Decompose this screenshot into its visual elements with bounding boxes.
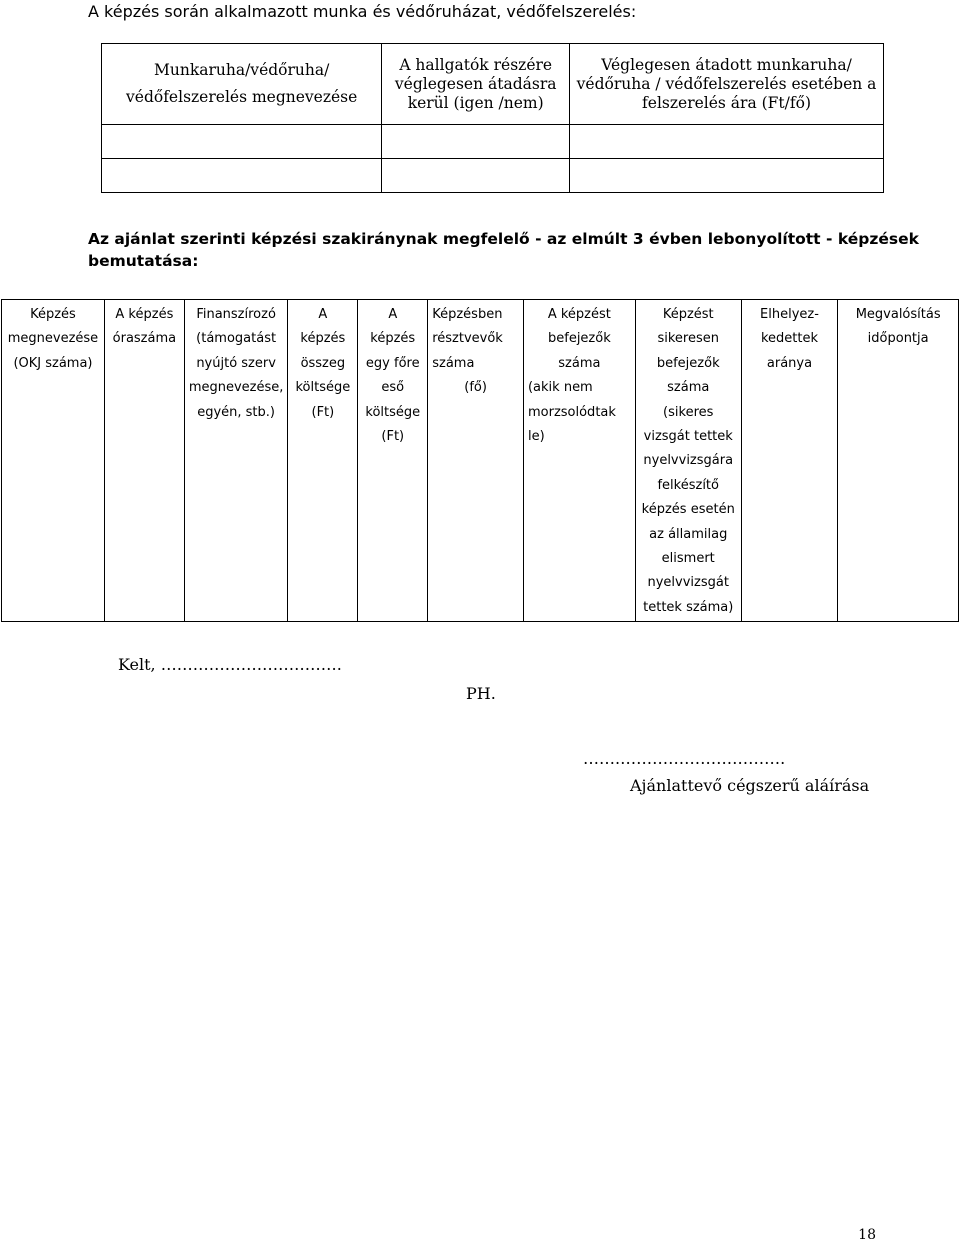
trainings-table xyxy=(1,299,959,622)
table-row xyxy=(102,159,884,193)
col-funder: Finanszírozó (támogatást nyújtó szerv megnevezése, egyén, stb.) xyxy=(184,300,288,622)
stamp-placeholder: PH. xyxy=(466,684,496,703)
date-line: Kelt, ……………………………. xyxy=(118,655,342,674)
table-cell[interactable] xyxy=(382,125,570,159)
col-participants: Képzésben résztvevők száma (fő) xyxy=(428,300,524,622)
signature-dots: …….…………………………. xyxy=(583,749,786,768)
workwear-table xyxy=(101,43,884,193)
col-total-cost: A képzés összeg költsége (Ft) xyxy=(288,300,358,622)
col-training-name: Képzés megnevezése (OKJ száma) xyxy=(2,300,105,622)
col-hours: A képzés óraszáma xyxy=(104,300,184,622)
workwear-header-price: Véglegesen átadott munkaruha/ védőruha / védőfelszerelés esetében a felszerelés ára (Ft/fő) xyxy=(570,44,884,125)
workwear-header-handover: A hallgatók részére véglegesen átadásra kerül (igen /nem) xyxy=(382,44,570,125)
col-successful: Képzést sikeresen befejezők száma (sikeres vizsgát tettek nyelvvizsgára felkészítő képzés esetén az államilag elismert nyelvvizsgát tettek száma) xyxy=(635,300,741,622)
page-number: 18 xyxy=(858,1227,876,1243)
workwear-table-header-row xyxy=(102,44,884,125)
section-heading-workwear: A képzés során alkalmazott munka és védőruházat, védőfelszerelés: xyxy=(88,2,637,21)
table-cell[interactable] xyxy=(102,125,382,159)
col-implementation-date: Megvalósítás időpontja xyxy=(838,300,959,622)
table-cell[interactable] xyxy=(570,159,884,193)
col-completers: A képzést befejezők száma (akik nem morzsolódtak le) xyxy=(523,300,635,622)
table-row xyxy=(102,125,884,159)
table-cell[interactable] xyxy=(382,159,570,193)
table-cell[interactable] xyxy=(102,159,382,193)
col-cost-per-person: A képzés egy főre eső költsége (Ft) xyxy=(358,300,428,622)
col-placement-rate: Elhelyez- kedettek aránya xyxy=(741,300,838,622)
workwear-header-name: Munkaruha/védőruha/ védőfelszerelés megnevezése xyxy=(102,44,382,125)
trainings-table-header-row xyxy=(2,300,959,622)
signature-label: Ajánlattevő cégszerű aláírása xyxy=(630,776,870,795)
table-cell[interactable] xyxy=(570,125,884,159)
section-heading-trainings: Az ajánlat szerinti képzési szakiránynak megfelelő - az elmúlt 3 évben lebonyolított - képzések bemutatása: xyxy=(88,230,919,270)
